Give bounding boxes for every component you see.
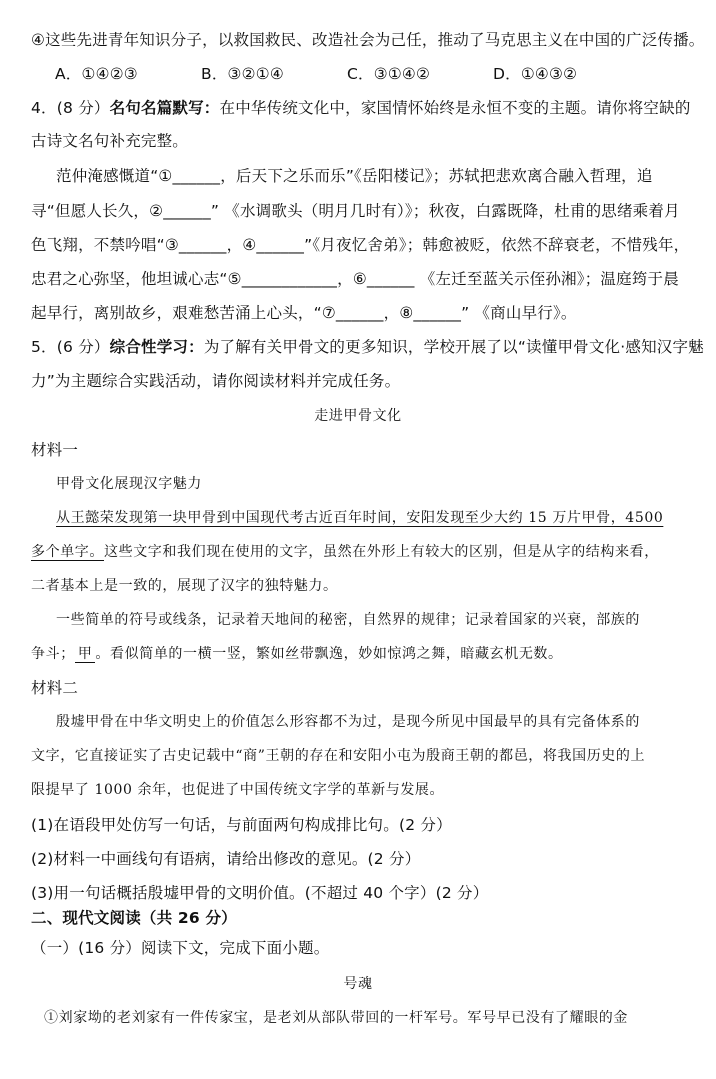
material1-underlined-line1 (56, 508, 688, 528)
q4-passage-line4: 忠君之心弥坚，他坦诚心志“⑤____________，⑥______ 《左迁至蓝关示侄孙湘》；温庭筠于晨 (31, 270, 679, 288)
q5-instruction: 为了解有关甲骨文的更多知识，学校开展了以“读懂甲骨文化·感知汉字魅 (203, 338, 704, 356)
underlined-sentence-part1: 从王懿荣发现第一块甲骨到中国现代考古近百年时间，安阳发现至少大约 15 万片甲骨，4500 (56, 510, 664, 526)
material1-line3: 二者基本上是一致的，展现了汉字的独特魅力。 (31, 578, 338, 594)
task-3: (3)用一句话概括殷墟甲骨的文明价值。(不超过 40 个字）(2 分） (31, 884, 489, 902)
q4-passage-line3: 色飞翔，不禁吟唱“③______，④______”《月夜忆舍弟》；韩愈被贬，依然不辞衰老，不惜残年， (31, 236, 690, 254)
q3-item4: ④这些先进青年知识分子，以救国救民、改造社会为己任，推动了马克思主义在中国的广泛传播。 (31, 31, 705, 49)
section2-heading: 二、现代文阅读（共 26 分） (31, 909, 237, 927)
q4-instruction-line2: 古诗文名句补充完整。 (31, 132, 189, 150)
q3-options (55, 64, 688, 84)
q4-passage-line1: 范仲淹感慨道“①______，后天下之乐而乐”《岳阳楼记》；苏轼把悲欢离合融入哲理，追 (56, 167, 653, 185)
material1-text: 。看似简单的一横一竖，繁如丝带飘逸，妙如惊鸿之舞，暗藏玄机无数。 (95, 646, 563, 662)
blank-jia: 甲 (75, 646, 96, 663)
section2-subheading: （一）(16 分）阅读下文，完成下面小题。 (31, 939, 330, 957)
material1-para2-line1: 一些简单的符号或线条，记录着天地间的秘密，自然界的规律；记录着国家的兴衰，部族的 (56, 612, 640, 628)
option-a: A．①④②③ (55, 65, 138, 83)
q4-type: 名句名篇默写： (109, 99, 220, 117)
material1-line2 (31, 542, 688, 562)
q5-heading (31, 337, 704, 357)
q5-type: 综合性学习： (109, 338, 204, 356)
article-para1: ①刘家坳的老刘家有一件传家宝，是老刘从部队带回的一杆军号。军号早已没有了耀眼的金 (44, 1010, 628, 1026)
material2-line1: 殷墟甲骨在中华文明史上的价值怎么形容都不为过，是现今所见中国最早的具有完备体系的 (56, 714, 640, 730)
q4-instruction: 在中华传统文化中，家国情怀始终是永恒不变的主题。请你将空缺的 (219, 99, 691, 117)
option-b: B．③②①④ (201, 65, 284, 83)
material2-line2: 文字，它直接证实了古史记载中“商”王朝的存在和安阳小屯为殷商王朝的都邑，将我国历史的上 (31, 748, 646, 764)
q4-number: 4．(8 分） (31, 99, 110, 117)
underlined-sentence-part2: 多个单字。 (31, 544, 104, 560)
task-2: (2)材料一中画线句有语病，请给出修改的意见。(2 分） (31, 850, 421, 868)
material1-text: 争斗； (31, 646, 75, 662)
material-title: 走进甲骨文化 (314, 408, 402, 424)
material2-line3: 限提早了 1000 余年，也促进了中国传统文字学的革新与发展。 (31, 782, 445, 798)
material1-para2-line2 (31, 644, 688, 664)
q4-heading (31, 98, 691, 118)
material1-label: 材料一 (31, 441, 79, 459)
material1-text: 这些文字和我们现在使用的文字，虽然在外形上有较大的区别，但是从字的结构来看， (104, 544, 659, 560)
q4-passage-line5: 起早行，离别故乡，艰难愁苦涌上心头，“⑦______，⑧______” 《商山早行》。 (31, 304, 577, 322)
material2-label: 材料二 (31, 679, 79, 697)
option-c: C．③①④② (347, 65, 431, 83)
q4-passage-line2: 寻“但愿人长久，②______” 《水调歌头（明月几时有）》；秋夜，白露既降，杜甫的思绪乘着月 (31, 202, 680, 220)
q5-number: 5．(6 分） (31, 338, 110, 356)
material1-subtitle: 甲骨文化展现汉字魅力 (56, 476, 202, 492)
article-title: 号魂 (343, 976, 373, 992)
q5-instruction-line2: 力”为主题综合实践活动，请你阅读材料并完成任务。 (31, 372, 401, 390)
option-d: D．①④③② (493, 65, 578, 83)
task-1: (1)在语段甲处仿写一句话，与前面两句构成排比句。(2 分） (31, 816, 452, 834)
